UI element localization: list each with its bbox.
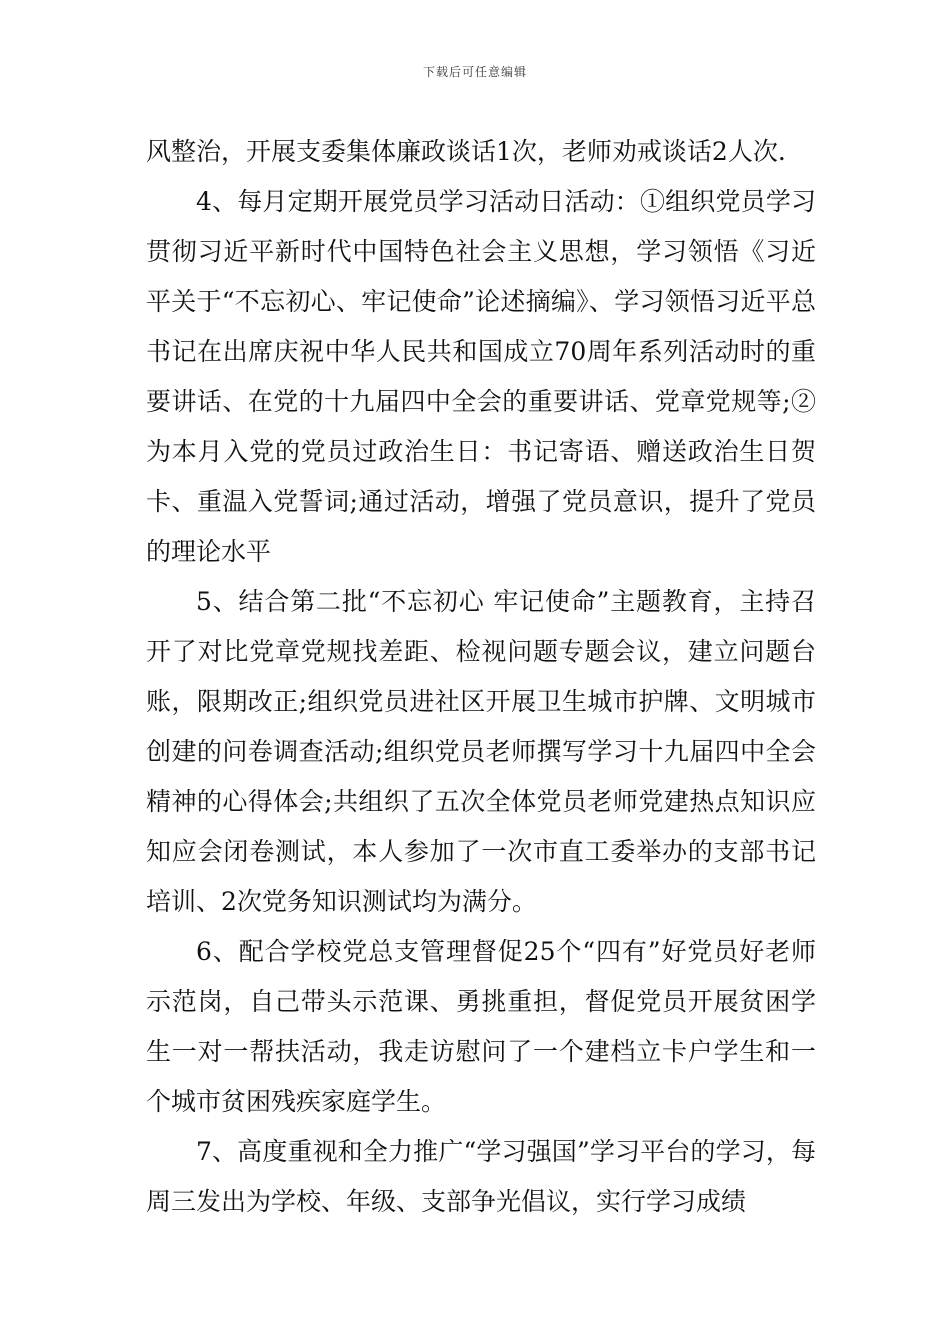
paragraph-continuation: 风整治，开展支委集体廉政谈话1次，老师劝戒谈话2人次. [146,137,786,166]
paragraph-item-6: 6、配合学校党总支管理督促25个“四有”好党员好老师示范岗，自己带头示范课、勇挑重担，督促党员开展贫困学生一对一帮扶活动，我走访慰问了一个建档立卡户学生和一个城市贫困残疾家庭学生。 [146,937,816,1116]
page-header: 下载后可任意编辑 [422,65,527,79]
paragraph-item-7: 7、高度重视和全力推广“学习强国”学习平台的学习，每周三发出为学校、年级、支部争光倡议，实行学习成绩 [146,1137,816,1216]
paragraph-item-5: 5、结合第二批“不忘初心 牢记使命”主题教育，主持召开了对比党章党规找差距、检视问题专题会议，建立问题台账，限期改正;组织党员进社区开展卫生城市护牌、文明城市创建的问卷调查活动;组织党员老师撰写学习十九届四中全会精神的心得体会;共组织了五次全体党员老师党建热点知识应知应会闭卷测试，本人参加了一次市直工委举办的支部书记培训、2次党务知识测试均为满分。 [146,587,816,916]
document-body [146,127,816,1227]
paragraph-item-4: 4、每月定期开展党员学习活动日活动：①组织党员学习贯彻习近平新时代中国特色社会主义思想，学习领悟《习近平关于“不忘初心、牢记使命”论述摘编》、学习领悟习近平总书记在出席庆祝中华人民共和国成立70周年系列活动时的重要讲话、在党的十九届四中全会的重要讲话、党章党规等;② 为本月入党的党员过政治生日：书记寄语、赠送政治生日贺卡、重温入党誓词;通过活动，增强了党员意识，提升了党员的理论水平 [146,187,816,566]
